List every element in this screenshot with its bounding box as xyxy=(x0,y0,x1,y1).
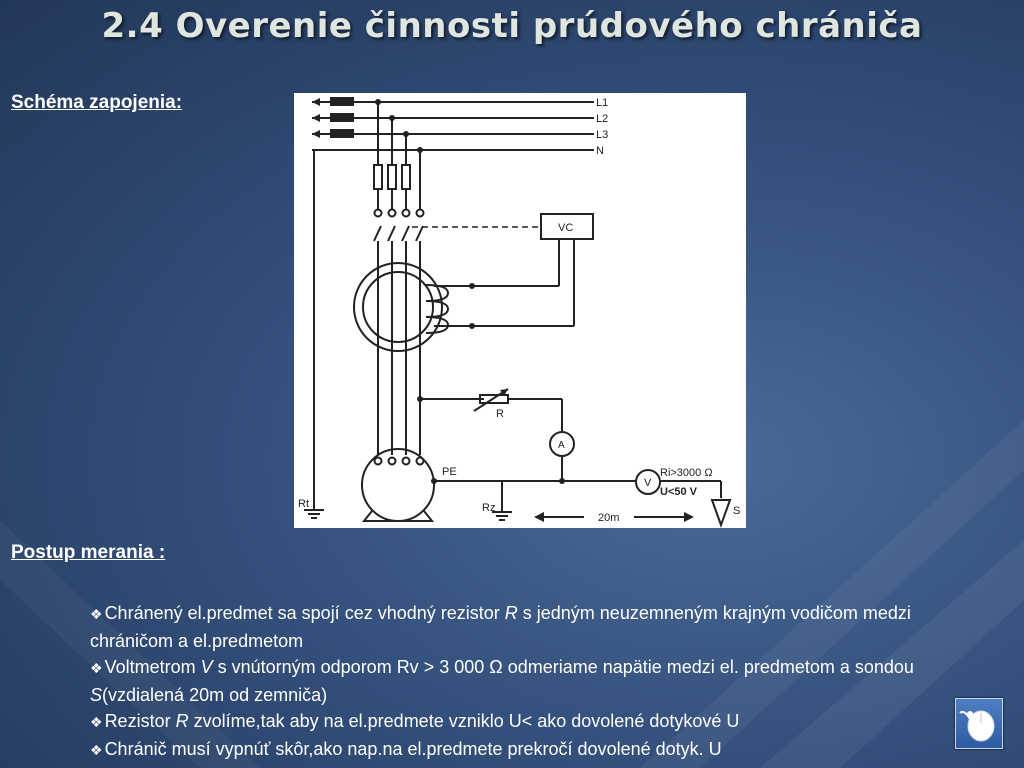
procedure-step xyxy=(90,708,990,736)
step-text: S xyxy=(90,684,103,705)
step-text: Rezistor xyxy=(104,711,176,731)
circuit-diagram-svg xyxy=(294,93,746,528)
circuit-diagram xyxy=(294,93,746,528)
step-text: V xyxy=(200,657,213,677)
label-pe: PE xyxy=(442,466,457,478)
step-text: Chránič musí vypnúť skôr,ako nap.na el.predmete prekročí dovolené dotyk. U xyxy=(104,738,722,759)
mouse-icon xyxy=(956,699,1002,748)
bullet-icon: ❖ xyxy=(90,660,103,676)
procedure-step xyxy=(90,654,990,708)
bullet-icon: ❖ xyxy=(90,606,103,622)
label-n: N xyxy=(596,145,604,157)
label-l1: L1 xyxy=(596,97,609,109)
bullet-icon: ❖ xyxy=(90,714,103,730)
procedure-step xyxy=(90,600,990,654)
procedure-label: Postup merania : xyxy=(11,542,166,563)
label-u: U<50 V xyxy=(660,486,697,498)
label-distance: 20m xyxy=(598,512,620,524)
procedure-steps xyxy=(90,600,990,763)
label-l3: L3 xyxy=(596,129,609,141)
label-l2: L2 xyxy=(596,113,609,125)
step-text: (vzdialená 20m od zemniča) xyxy=(102,684,328,705)
schema-label: Schéma zapojenia: xyxy=(11,92,183,113)
step-text: Chránený el.predmet sa spojí cez vhodný rezistor xyxy=(104,603,505,623)
label-ri: Ri>3000 Ω xyxy=(660,467,713,479)
nav-button[interactable] xyxy=(955,698,1003,749)
step-text: Voltmetrom xyxy=(104,657,201,677)
label-resistor: R xyxy=(496,408,504,420)
label-vc: VC xyxy=(558,222,574,234)
step-text: s jedným neuzemneným krajným vodičom medzi chráničom a el.predmetom xyxy=(90,603,911,651)
step-text: R xyxy=(504,603,518,623)
step-text: zvolíme,tak aby na el.predmete vzniklo U< ako dovolené dotykové U xyxy=(188,711,740,731)
label-probe: S xyxy=(733,505,741,517)
label-ammeter: A xyxy=(558,440,565,451)
label-rz: Rz xyxy=(482,502,496,514)
step-text: R xyxy=(175,711,189,731)
slide-title: 2.4 Overenie činnosti prúdového chrániča xyxy=(101,6,923,46)
step-text: s vnútorným odporom Rv > 3 000 Ω odmeriame napätie medzi el. predmetom a sondou xyxy=(212,657,914,677)
procedure-step xyxy=(90,736,990,764)
label-voltmeter: V xyxy=(644,477,652,489)
bullet-icon: ❖ xyxy=(90,741,103,758)
label-rt: Rt xyxy=(298,498,309,510)
